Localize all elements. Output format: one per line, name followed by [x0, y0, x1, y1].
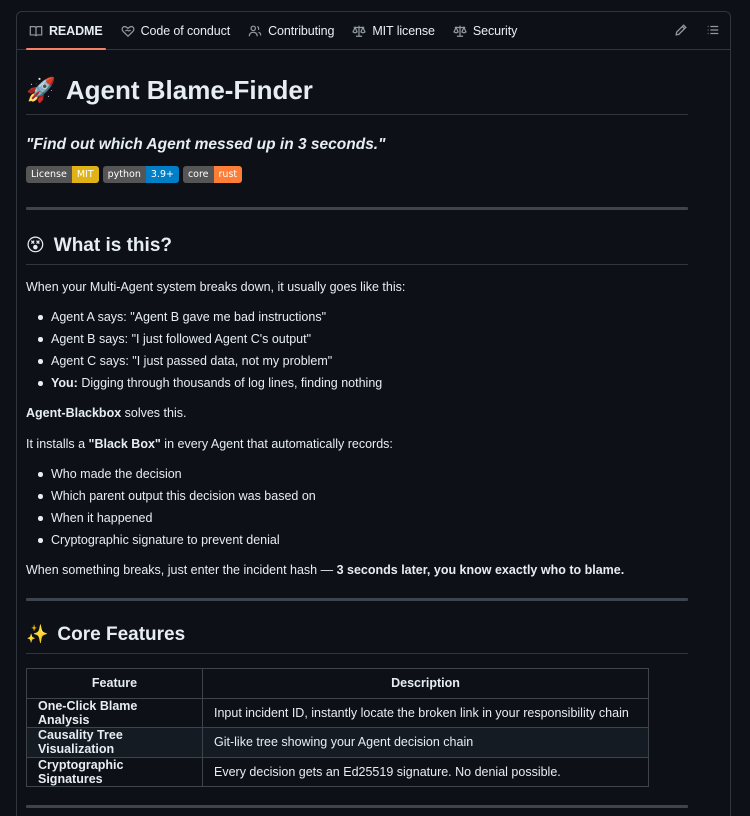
- divider: [26, 598, 688, 601]
- divider: [26, 805, 688, 808]
- features-table: [26, 668, 649, 787]
- license-badge[interactable]: License MIT: [26, 166, 99, 183]
- tagline: "Find out which Agent messed up in 3 seconds.": [26, 136, 386, 153]
- list-item: Which parent output this decision was based on: [51, 485, 688, 507]
- list-item: Who made the decision: [51, 463, 688, 485]
- closing-text: When something breaks, just enter the incident hash — 3 seconds later, you know exactly who to blame.: [26, 563, 625, 577]
- tab-contributing[interactable]: Contributing: [239, 12, 343, 49]
- tab-readme[interactable]: README: [20, 12, 112, 49]
- list-item: Cryptographic signature to prevent denial: [51, 529, 688, 551]
- list-item: Agent B says: "I just followed Agent C's output": [51, 328, 688, 350]
- feature-cell: Cryptographic Signatures: [27, 757, 203, 787]
- list-item: When it happened: [51, 507, 688, 529]
- table-row: [27, 757, 649, 787]
- solves-text: Agent-Blackbox solves this.: [26, 406, 187, 420]
- description-cell: Every decision gets an Ed25519 signature. No denial possible.: [203, 757, 649, 787]
- section-heading-what: 😵 What is this?: [26, 230, 688, 265]
- badge-row: [26, 166, 688, 183]
- tab-actions: [674, 12, 722, 50]
- law-icon: [352, 24, 366, 38]
- rocket-icon: 🚀: [26, 77, 56, 104]
- pencil-icon: [674, 23, 688, 37]
- heart-icon: [121, 24, 135, 38]
- tab-mit-license[interactable]: MIT license: [343, 12, 444, 49]
- book-icon: [29, 24, 43, 38]
- installs-text: It installs a "Black Box" in every Agent that automatically records:: [26, 437, 393, 451]
- divider: [26, 207, 688, 210]
- law-icon: [453, 24, 467, 38]
- list-item: Agent A says: "Agent B gave me bad instructions": [51, 306, 688, 328]
- section-heading-features: ✨ Core Features: [26, 619, 688, 654]
- table-row: [27, 728, 649, 758]
- tab-security[interactable]: Security: [444, 12, 526, 49]
- readme-title: [26, 50, 688, 115]
- description-cell: Input incident ID, instantly locate the broken link in your responsibility chain: [203, 698, 649, 728]
- python-badge[interactable]: python 3.9+: [103, 166, 179, 183]
- records-list: [26, 463, 688, 551]
- tab-code-of-conduct[interactable]: Code of conduct: [112, 12, 240, 49]
- table-row: [27, 698, 649, 728]
- table-header-row: [27, 669, 649, 699]
- people-icon: [248, 24, 262, 38]
- list-item: You: Digging through thousands of log lines, finding nothing: [51, 372, 688, 394]
- blame-list: [26, 306, 688, 394]
- feature-cell: Causality Tree Visualization: [27, 728, 203, 758]
- edit-button[interactable]: [674, 23, 690, 39]
- title-text: Agent Blame-Finder: [65, 75, 313, 105]
- feature-cell: One-Click Blame Analysis: [27, 698, 203, 728]
- readme-tabbar: [17, 12, 730, 50]
- core-badge[interactable]: core rust: [183, 166, 242, 183]
- sparkles-icon: ✨: [26, 624, 49, 644]
- readme-content: [26, 50, 688, 808]
- column-header: Description: [203, 669, 649, 699]
- outline-button[interactable]: [706, 23, 722, 39]
- list-icon: [706, 23, 720, 37]
- column-header: Feature: [27, 669, 203, 699]
- intro-text: When your Multi-Agent system breaks down, it usually goes like this:: [26, 280, 406, 294]
- list-item: Agent C says: "I just passed data, not my problem": [51, 350, 688, 372]
- dizzy-face-icon: 😵: [26, 235, 45, 255]
- description-cell: Git-like tree showing your Agent decision chain: [203, 728, 649, 758]
